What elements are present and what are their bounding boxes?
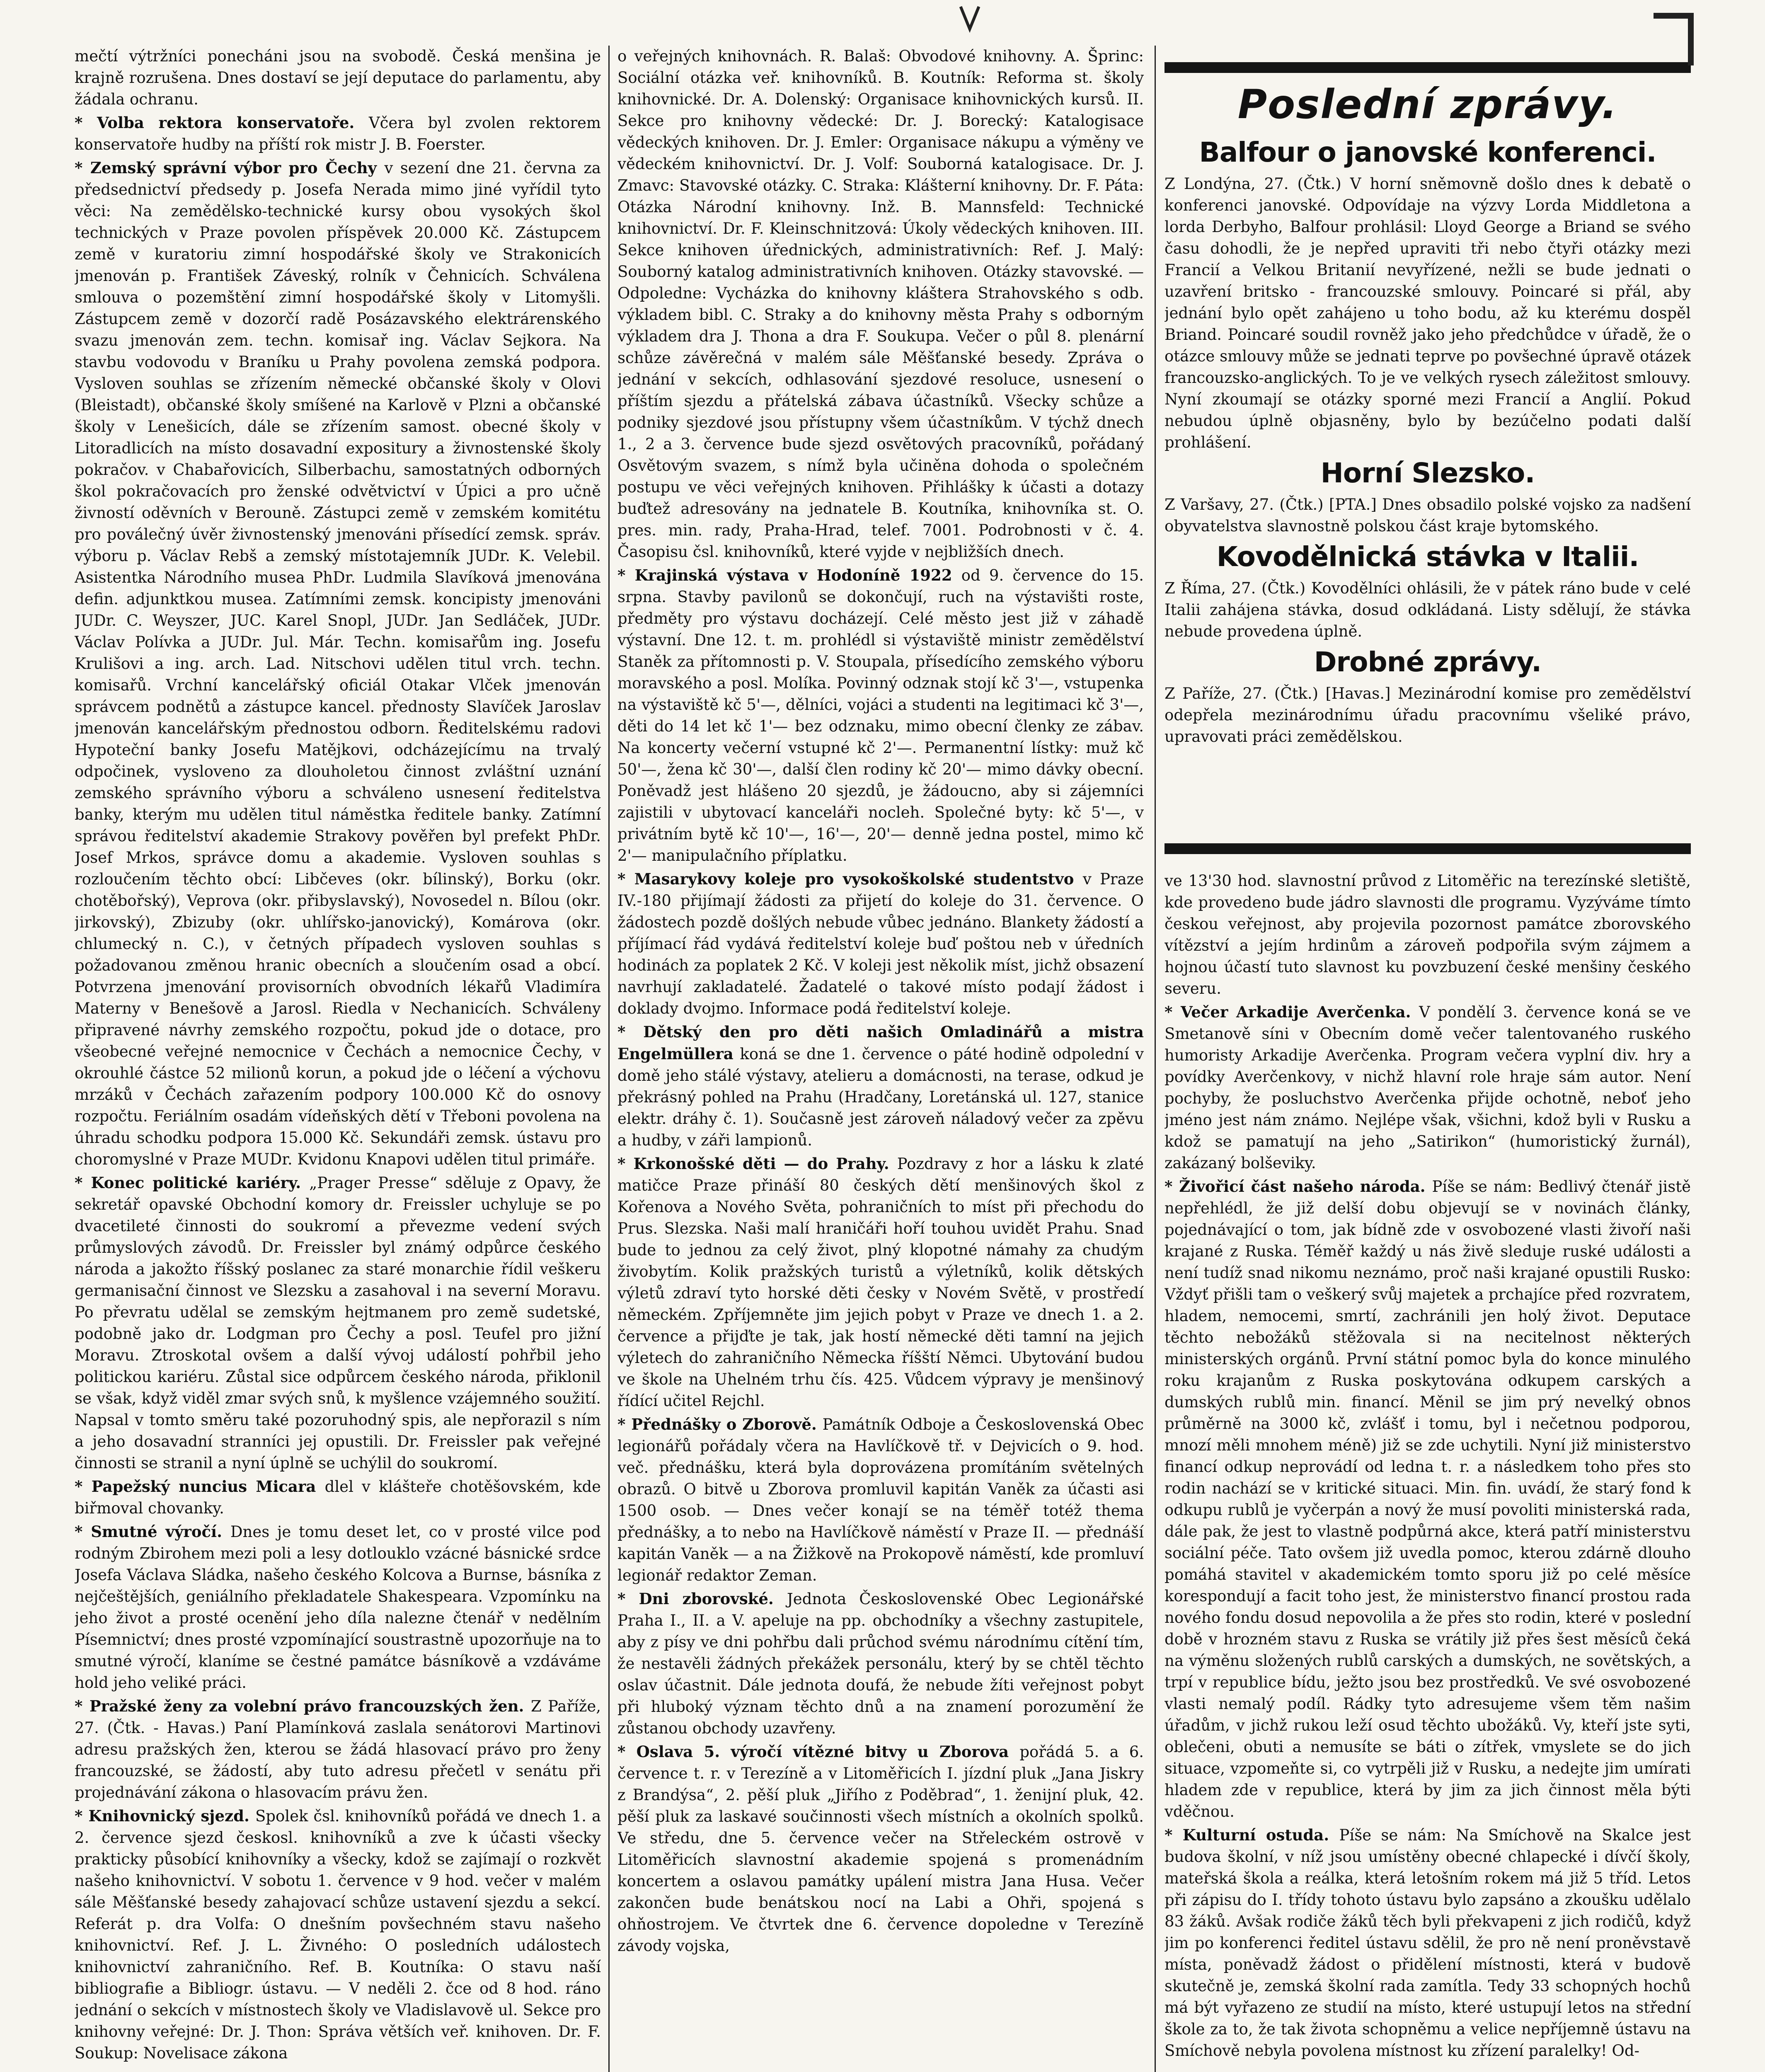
- scan-mark-icon: [957, 4, 982, 33]
- article-lead: * Večer Arkadije Averčenka.: [1165, 1003, 1419, 1021]
- article-lead: * Kulturní ostuda.: [1165, 1826, 1339, 1844]
- article-lead: * Zemský správní výbor pro Čechy: [75, 159, 385, 177]
- article-lead: * Krkonošské děti — do Prahy.: [617, 1155, 897, 1173]
- article-lead: * Papežský nuncius Micara: [75, 1477, 325, 1496]
- article-lead: * Živořicí část našeho národa.: [1165, 1177, 1432, 1196]
- article-paragraph: [75, 112, 601, 155]
- article-paragraph: [1165, 1824, 1691, 2062]
- article-lead: * Knihovnický sjezd.: [75, 1807, 255, 1825]
- article-paragraph: [617, 868, 1144, 1019]
- article-text: Z Varšavy, 27. (Čtk.) [PTA.] Dnes obsadilo polské vojsko za nadšení obyvatelstva slavnostně polskou část kraje bytomského.: [1165, 496, 1691, 535]
- article-lead: * Dětský den pro děti našich Omladinářů a mistra Engelmüllera: [617, 1023, 1144, 1063]
- news-headline: Drobné zprávy.: [1314, 646, 1542, 678]
- column-1: [75, 46, 601, 2072]
- article-paragraph: [1165, 870, 1691, 1000]
- article-text: mečtí výtržníci ponecháni jsou na svobodě. Česká menšina je krajně rozrušena. Dnes dostaví se její deputace do parlamentu, aby žádala ochranu.: [75, 47, 601, 108]
- article-lead: * Smutné výročí.: [75, 1523, 230, 1541]
- article-text: Z Říma, 27. (Čtk.) Kovodělníci ohlásili, že v pátek ráno bude v celé Italii zahájena stávka, dosud odkládaná. Listy sdělují, že stávka nebude provedena úplně.: [1165, 579, 1691, 640]
- article-paragraph: [75, 1476, 601, 1519]
- article-text: v sezení dne 21. června za předsednictví předsedy p. Josefa Nerada mimo jiné vyřídil tyto věci: Na zemědělsko-technické kursy obou vysokých škol technických v Praze povolen příspěvek 20.000 Kč. Zástupcem země v kuratoriu zimní hospodářské školy ve Strakonicích jmenován p. František Záveský, rolník v Čehnicích. Schválena smlouva o pozemštění zimní hospodářské školy v Litomyšli. Zástupcem země v dozorčí radě Posázavského elektrárenského svazu jmenován zem. techn. komisař ing. Václav Sejkora. Na stavbu vodovodu v Braníku u Prahy povolena zemská podpora. Vysloven souhlas se zřízením německé občanské školy v Olovi (Bleistadt), občanské školy smíšené na Karlově v Plzni a občanské školy v Lenešicích, dále se zřízením samost. obecné školy v Litoradlicích na místo dosavadní expositury a živnostenské školy pokračov. v Chabařovicích, Silberbachu, samostatných odborných škol pokračovacích pro ženské odvětvictví v Úpici a pro učně živností oděvních v Berouně. Zástupci země v zemském komitétu pro poválečný úvěr živnostenský jmenováni přísedící zemsk. správ. výboru p. Václav Rebš a zemský místotajemník JUDr. K. Velebil. Asistentka Národního musea PhDr. Ludmila Slavíková jmenována defin. adjunktkou musea. Zatímními zemsk. koncipisty jmenováni JUDr. C. Weyszer, JUC. Karel Snopl, JUDr. Jan Sedláček, JUDr. Václav Polívka a JUDr. Jul. Már. Techn. komisařům ing. Josefu Krulišovi a ing. arch. Lad. Nitschovi udělen titul vrch. techn. komisařů. Vrchní kancelářský oficiál Otakar Vlček jmenován správcem podnětů a zástupce kancel. přednosty Slavíček Jaroslav jmenován kancelářským přednostou odborn. Ředitelskému radovi Hypoteční banky Josefu Matějkovi, odcházejícímu na trvalý odpočinek, vysloveno za dlouholetou činnost zvláštní uznání zemského správního výboru a schváleno usnesení ředitelstva banky, kterým mu udělen titul náměstka ředitele banky. Zatímní správou ředitelství akademie Strakovy pověřen byl prefekt PhDr. Josef Mrkos, správce domu a akademie. Vysloven souhlas s rozloučením těchto obcí: Libčeves (okr. bílinský), Borku (okr. chotěbořský), Veprova (okr. přibyslavský), Novosedel n. Bílou (okr. jirkovský), Zbizuby (okr. uhlířsko-janovický), Komárova (okr. chlumecký n. C.), v četných případech vysloven souhlas s požadovanou změnou hranic obecních a sloučením osad a obcí. Potvrzena jmenování provisorních obvodních lékařů Vladimíra Materny v Benešově a Jarosl. Riedla v Nechanicích. Schváleny připravené návrhy zemského rozpočtu, pokud jde o dotace, pro všeobecné veřejné nemocnice v Čechách a nemocnice Čechy, v okrouhlé částce 52 milionů korun, a pokud jde o léčení a výchovu mrzáků v Čechách zařazením podpory 100.000 Kč do osnovy rozpočtu. Feriálním osadám vídeňských dětí v Třeboni povolena na úhradu schodku podpora 15.000 Kč. Sekundáři zemsk. ústavu pro choromyslné v Praze MUDr. Kvidonu Knapovi udělen titul primáře.: [75, 159, 601, 1168]
- article-text: Památník Odboje a Československá Obec legionářů pořádaly včera na Havlíčkově tř. v Dejvicích o 9. hod. več. přednášku, která byla doprovázena promítáním světelných obrazů. O bitvě u Zborova promluvil kapitán Vaněk za účasti asi 1500 osob. — Dnes večer konají se na téměř totéž thema přednášky, a to nebo na Havlíčkově náměstí v Praze II. — přednáší kapitán Vaněk — a na Žižkově na Prokopově náměstí, kde promluví legionář redaktor Zeman.: [617, 1416, 1144, 1584]
- article-lead: * Dni zborovské.: [617, 1590, 787, 1608]
- column-2: [617, 46, 1144, 2072]
- article-text: Z Londýna, 27. (Čtk.) V horní sněmovně došlo dnes k debatě o konferenci janovské. Odpovídaje na výzvy Lorda Middletona a lorda Derbyho, Balfour prohlásil: Lloyd George a Briand se svého času dohodli, že je nepřed upraviti tři nebo čtyři otázky mezi Francií a Velkou Britanií nevyřízené, nežli se bude jednati o uzavření britsko - francouzské smlouvy. Poincaré si přál, aby jednání bylo opět zahájeno u toho bodu, až ku kterému dospěl Briand. Poincaré soudil rovněž jako jeho předchůdce v úřadě, že o otázce smlouvy může se jednati teprve po povšechné úpravě otázek francouzsko-anglických. To je ve velkých rysech záležitost smlouvy. Nyní zkoumají se otázky sporné mezi Francií a Anglií. Pokud nebudou úplně objasněny, bylo by bezúčelno podati další prohlášení.: [1165, 175, 1691, 451]
- article-text: Jednota Československé Obec Legionářské Praha I., II. a V. apeluje na pp. obchodníky a všechny zastupitele, aby z písy ve dni pohřbu dali průchod svému národnímu cítění tím, že nestavěli žádných překážek personálu, který by se chtěl těchto oslav účastnit. Dále jednota doufá, že nebude žíti veřejnost pobyt při hluboký význam těchto dnů a na znamení porozumění že zůstanou obchody uzavřeny.: [617, 1590, 1144, 1737]
- newspaper-page: [75, 46, 1691, 2072]
- article-paragraph: [75, 46, 601, 110]
- article-lead: * Masarykovy koleje pro vysokoškolské studentstvo: [617, 870, 1083, 888]
- latest-news-banner: Poslední zprávy.: [1237, 81, 1618, 128]
- article-lead: * Oslava 5. výročí vítězné bitvy u Zborova: [617, 1743, 1020, 1761]
- article-paragraph: [75, 1805, 601, 2064]
- article-text: Pozdravy z hor a lásku k zlaté matičce Praze přináší 80 českých dětí menšinových škol z Kořenova a Nového Světa, pohraničních to míst při přechodu do Prus. Slezska. Naši malí hraničáři hoří touhou uvidět Prahu. Snad bude to jednou za celý život, plný klopotné námahy za chudým živobytím. Kolik pražských turistů a výletníků, kolik dětských výletů zdraví tyto horské děti česky v Novém Světě, v prostředí německém. Zpříjemněte jim jejich pobyt v Praze ve dnech 1. a 2. července a přijďte je tak, jak hostí německé děti tamní na jejich výletech do zahraničního Německa říšští Němci. Ubytování budou ve škole na Uhelném trhu čís. 425. Vůdcem výpravy je menšinový řídící učitel Rejchl.: [617, 1155, 1144, 1410]
- article-paragraph: [75, 1695, 601, 1803]
- article-text: „Prager Presse“ sděluje z Opavy, že sekretář opavské Obchodní komory dr. Freissler uchyluje se po dvacetileté činnosti do soukromí a převezme vedení svých průmyslových závodů. Dr. Freissler byl známý odpůrce českého národa a jakožto říšský poslanec za staré monarchie řídil veškeru germanisační činnost ve Slezsku a zasahoval i na severní Moravu. Po převratu udělal se zemským hejtmanem pro země sudetské, podobně jako dr. Lodgman pro Čechy a posl. Teufel pro jižní Moravu. Ztroskotal ovšem a další vývoj událostí pohřbil jeho politickou kariéru. Zůstal sice odpůrcem českého národa, přiklonil se však, když viděl zmar svých snů, k myšlence vzájemného soužití. Napsal v tomto směru také pozoruhodný spis, ale nepřorazil s ním a jeho dosavadní stranníci jej opustili. Dr. Freissler pak veřejné činnosti se stranil a nyní úplně se uchýlil do soukromí.: [75, 1174, 601, 1472]
- article-lead: * Pražské ženy za volební právo francouzských žen.: [75, 1697, 531, 1715]
- article-text: Píše se nám: Bedlivý čtenář jistě nepřehlédl, že již delší dobu objevují se v novinách články, pojednávající o tom, jak bídně zde v osvobozené vlasti živoří naši krajané z Ruska. Téměř každý u nás živě sleduje ruské události a není tudíž snad nikomu neznámo, proč naši krajané opustili Rusko: Vždyť přišli tam o veškerý svůj majetek a prchajíce před rozvratem, hladem, nemocemi, smrtí, zachránili jen holý život. Deputace těchto nebožáků stěžovala si na necitelnost některých ministerských orgánů. První státní pomoc byla do konce minulého roku krajanům z Ruska poskytována odkupem carských a dumských rublů min. financí. Měnil se jim prý nevelký obnos průměrně na 3000 kč, zvlášť i tomu, byl i nečetnou podporou, mnozí měli mnohem méně) již se zde uchytili. Nyní již ministerstvo financí odkup neprovádí od ledna t. r. a následkem toho přes sto rodin nachází se v kritické situaci. Min. fin. uvádí, že starý fond k odkupu rublů je vyčerpán a nový že musí povoliti ministerská rada, dále pak, že jest to vlastně podpůrná akce, která patří ministerstvu sociální péče. Tato ovšem již uvedla pomoc, kterou zdárně dlouho pomáhá stavitel v akademickém tomto sporu již po celé měsíce korespondují a facit toho jest, že ministerstvo financí prostou rada nového fondu dosud nepovolila a že přes sto rodin, které v poslední době v hrozném stavu z Ruska se vrátily již přes šest měsíců čeká na výměnu složených rublů carských a dumských, ne sovětských, a trpí v republice bídu, ježto jsou bez prostředků. Ve své osvobozené vlasti nemalý podíl. Rádky tyto adresujeme všem těm našim úřadům, v jichž rukou leží osud těchto ubožáků. Vy, kteří jste syti, oblečeni, obuti a nemusíte se báti o zítřek, vmyslete se do jich situace, vzpomeňte si, co vytrpěli již v Rusku, a nedejte jim umírati hladem zde v republice, která by jim za jich činnost měla býti vděčnou.: [1165, 1178, 1691, 1820]
- article-lead: * Volba rektora konservatoře.: [75, 114, 369, 132]
- article-paragraph: [1165, 494, 1691, 537]
- article-lead: * Krajinská výstava v Hodoníně 1922: [617, 566, 961, 584]
- article-text: od 9. července do 15. srpna. Stavby pavilonů se dokončují, ruch na výstavišti roste, předměty pro výstavu docházejí. Celé město jest již v záhadě výstavní. Dne 12. t. m. prohlédl si výstaviště ministr zemědělství Staněk za přítomnosti p. V. Stoupala, přísedícího zemského výboru moravského a posl. Molíka. Povinný odznak stojí kč 3'—, vstupenka na výstaviště kč 5'—, dělníci, vojáci a studenti na legitimaci kč 3'—, děti do 14 let kč 1'— bez odznaku, mimo obecní členky ze zábav. Na koncerty večerní vstupné kč 2'—. Permanentní lístky: muž kč 50'—, žena kč 30'—, další člen rodiny kč 20'— mimo dávky obecní. Poněvadž jest hlášeno 20 sjezdů, je žádoucno, aby si zájemníci zajistili v ubytovací kanceláři nocleh. Společné byty: kč 5'—, v privátním bytě kč 10'—, 16'—, 20'— denně jedna postel, mimo kč 2'— manipulačního příplatku.: [617, 566, 1144, 864]
- article-text: ve 13'30 hod. slavnostní průvod z Litoměřic na terezínské sletiště, kde provedeno bude jádro slavnosti dle programu. Vyzýváme tímto českou veřejnost, aby projevila pozornost památce zborovského vítězství a jejím hrdinům a zároveň podpořila svým zájmem a hojnou účastí tuto slavnost ku povzbuzení české menšiny českého severu.: [1165, 872, 1691, 997]
- article-text: pořádá 5. a 6. července t. r. v Terezíně a v Litoměřicích I. jízdní pluk „Jana Jiskry z Brandýsa“, 2. pěší pluk „Jiřího z Poděbrad“, 1. ženijní pluk, 42. pěší pluk za laskavé součinnosti všech místních a okolních spolků. Ve středu, dne 5. července večer na Střeleckém ostrově v Litoměřicích slavnostní akademie spojená s promenádním koncertem a oslavou památky upálení mistra Jana Husa. Večer zakončen bude benátskou nocí na Labi a Ohři, spojená s ohňostrojem. Ve čtvrtek dne 6. července dopoledne v Terezíně závody vojska,: [617, 1743, 1144, 1955]
- article-lead: * Konec politické kariéry.: [75, 1174, 310, 1192]
- column-divider: [608, 46, 610, 2072]
- article-text: koná se dne 1. července o páté hodině odpolední v domě jeho stálé výstavy, atelieru a domácnosti, na terase, odkud je překrásný pohled na Prahu (Hradčany, Loretánská ul. 127, stanice elektr. dráhy č. 1). Současně jest zároveň náladový večer za zpěvu a hudby, v záři lampionů.: [617, 1045, 1144, 1149]
- article-paragraph: [617, 1414, 1144, 1586]
- article-paragraph: [1165, 1001, 1691, 1174]
- latest-news-section: [1165, 46, 1691, 821]
- article-paragraph: [617, 1021, 1144, 1151]
- article-paragraph: [1165, 1176, 1691, 1823]
- article-paragraph: [1165, 173, 1691, 453]
- article-text: dlel v klášteře chotěšovském, kde biřmoval chovanky.: [75, 1478, 601, 1517]
- article-lead: * Přednášky o Zborově.: [617, 1415, 823, 1433]
- article-paragraph: [617, 1741, 1144, 1957]
- article-paragraph: [75, 1172, 601, 1474]
- article-paragraph: [75, 1521, 601, 1694]
- column-divider: [1155, 46, 1156, 2072]
- news-headline: Horní Slezsko.: [1320, 457, 1535, 489]
- article-text: Z Paříže, 27. (Čtk.) [Havas.] Mezinárodní komise pro zemědělství odepřela mezinárodnímu úřadu pracovnímu všeliké právo, upravovati práci zemědělskou.: [1165, 685, 1691, 746]
- column-4: [1165, 870, 1691, 2072]
- section-rule: [1165, 843, 1691, 854]
- article-text: Včera byl zvolen rektorem konservatoře hudby na příští rok mistr J. B. Foerster.: [75, 114, 601, 153]
- article-paragraph: [617, 1588, 1144, 1739]
- article-text: v Praze IV.-180 přijímají žádosti za přijetí do koleje do 31. července. O žádostech pozdě došlých nebude vůbec jednáno. Blankety žádostí a příjímací řád vydává ředitelství koleje buď poštou neb v úředních hodinách za poplatek 2 Kč. V koleji jest několik míst, jichž obsazení navrhují zakladatelé. Žadatelé o takové místo podají žádost i doklady dvojmo. Informace podá ředitelství koleje.: [617, 870, 1144, 1017]
- article-paragraph: [75, 157, 601, 1170]
- article-text: V pondělí 3. července koná se ve Smetanově síni v Obecním domě večer talentovaného ruského humoristy Arkadije Averčenka. Program večera vyplní div. hry a povídky Averčenkovy, v nichž hlavní role hraje sám autor. Není pochyby, že posluchstvo Averčenka přijde ochotně, neboť jeho jméno jest nám známo. Nejlépe však, všichni, kdož byli v Rusku a kdož se pamatují na jeho „Satirikon“ (humoristický žurnál), zakázaný bolševiky.: [1165, 1003, 1691, 1172]
- article-text: Píše se nám: Na Smíchově na Skalce jest budova školní, v níž jsou umístěny obecné chlapecké i dívčí školy, mateřská škola a reálka, která letošním rokem má již 5 tříd. Letos při zápisu do I. třídy tohoto ústavu bylo zapsáno a zkoušku udělalo 83 žáků. Avšak rodiče žáků těch byli překvapeni z jich rodičů, když jim po konferenci ředitel ústavu sdělil, že pro ně není proněvstavě místa, poněvadž žádost o přidělení místnosti, která v budově skutečně je, zemská školní rada zamítla. Tedy 33 schopných hochů má být vyřazeno ze studií na místo, které ustupují letos na střední škole za to, že tak života schopněmu a velice nepříjemně ústavu na Smíchově nebyla povolena místnost ku zřízení paralelky! Od-: [1165, 1826, 1691, 2060]
- article-paragraph: [617, 46, 1144, 563]
- article-paragraph: [1165, 578, 1691, 642]
- news-headline: Balfour o janovské konferenci.: [1199, 136, 1656, 168]
- article-text: Spolek čsl. knihovníků pořádá ve dnech 1. a 2. července sjezd českosl. knihovníků a zve k účasti všecky prakticky působící knihovníky a všecky, kdož se zajímají o rozkvět našeho knihovnictví. V sobotu 1. července v 9 hod. večer v malém sále Měšťanské besedy zahajovací schůze ustavení sjezdu a sekcí. Referát p. dra Volfa: O dnešním povšechném stavu našeho knihovnictví. Ref. J. L. Živného: O posledních událostech knihovnictví zahraničního. Ref. B. Koutníka: O stavu naší bibliografie a Bibliogr. ústavu. — V neděli 2. čce od 8 hod. ráno jednání o sekcích v místnostech školy ve Vladislavově ul. Sekce pro knihovny veřejné: Dr. J. Thon: Správa větších veř. knihoven. Dr. F. Soukup: Novelisace zákona: [75, 1807, 601, 2062]
- article-paragraph: [1165, 683, 1691, 748]
- article-paragraph: [617, 564, 1144, 867]
- news-headline: Kovodělnická stávka v Italii.: [1216, 541, 1639, 573]
- article-text: Z Paříže, 27. (Čtk. - Havas.) Paní Plamínková zaslala senátorovi Martinovi adresu pražských žen, kterou se žádá hlasovací právo pro ženy francouzské, se žádostí, aby tuto adresu přečetl v senátu při projednávání zákona o hlasovacím právu žen.: [75, 1697, 601, 1801]
- article-text: o veřejných knihovnách. R. Balaš: Obvodové knihovny. A. Šprinc: Sociální otázka veř. knihovníků. B. Koutník: Reforma st. školy knihovnické. Dr. A. Dolenský: Organisace knihovnických kursů. II. Sekce pro knihovny vědecké: Dr. J. Borecký: Katalogisace vědeckých knihoven. Dr. J. Emler: Organisace nákupu a výměny ve vědeckém knihovnictví. Dr. J. Volf: Souborná katalogisace. Dr. J. Zmavc: Stavovské otázky. C. Straka: Klášterní knihovny. Dr. F. Páta: Otázka Národní knihovny. Inž. B. Mannsfeld: Technické knihovnictví. Dr. F. Kleinschnitzová: Úkoly vědeckých knihoven. III. Sekce knihoven úřednických, administrativních: Ref. J. Malý: Souborný katalog administrativních knihoven. Otázky stavovské. — Odpoledne: Vycházka do knihovny kláštera Strahovského s odb. výkladem bibl. C. Straky a do knihovny města Prahy s odborným výkladem dra J. Thona a dra F. Soukupa. Večer o půl 8. plenární schůze závěrečná v malém sále Měšťanské besedy. Zpráva o jednání v sekcích, odhlasování sjezdové resoluce, usnesení o příštím sjezdu a přátelská zábava účastníků. Všecky schůze a podniky sjezdové jsou přístupny všem účastníkům. V týchž dnech 1., 2 a 3. července bude sjezd osvětových pracovníků, pořádaný Osvětovým svazem, s nímž byla učiněna dohoda o společném postupu ve věci veřejných knihoven. Přihlášky k účasti a dotazy buďtež adresovány na jednatele B. Koutníka, knihovníka st. O. pres. min. rady, Praha-Hrad, telef. 7001. Podrobnosti v č. 4. Časopisu čsl. knihovníků, které vyjde v nejbližších dnech.: [617, 47, 1144, 561]
- page-corner-mark-icon: [1649, 12, 1695, 70]
- article-paragraph: [617, 1153, 1144, 1412]
- article-text: Dnes je tomu deset let, co v prosté vilce pod rodným Zbirohem mezi poli a lesy dotlouklo vzácné básnické srdce Josefa Václava Sládka, našeho českého Kolcova a Burnse, básníka z nejčeštějších, geniálního překladatele Shakespeara. Vzpomínku na jeho život a prosté ocenění jeho díla nalezne čtenář v nedělním Písemnictví; dnes prosté vzpomínající soustrastně upozorňuje na to smutné výročí, klaníme se čestné památce básníkově a vzdáváme hold jeho veliké práci.: [75, 1523, 601, 1692]
